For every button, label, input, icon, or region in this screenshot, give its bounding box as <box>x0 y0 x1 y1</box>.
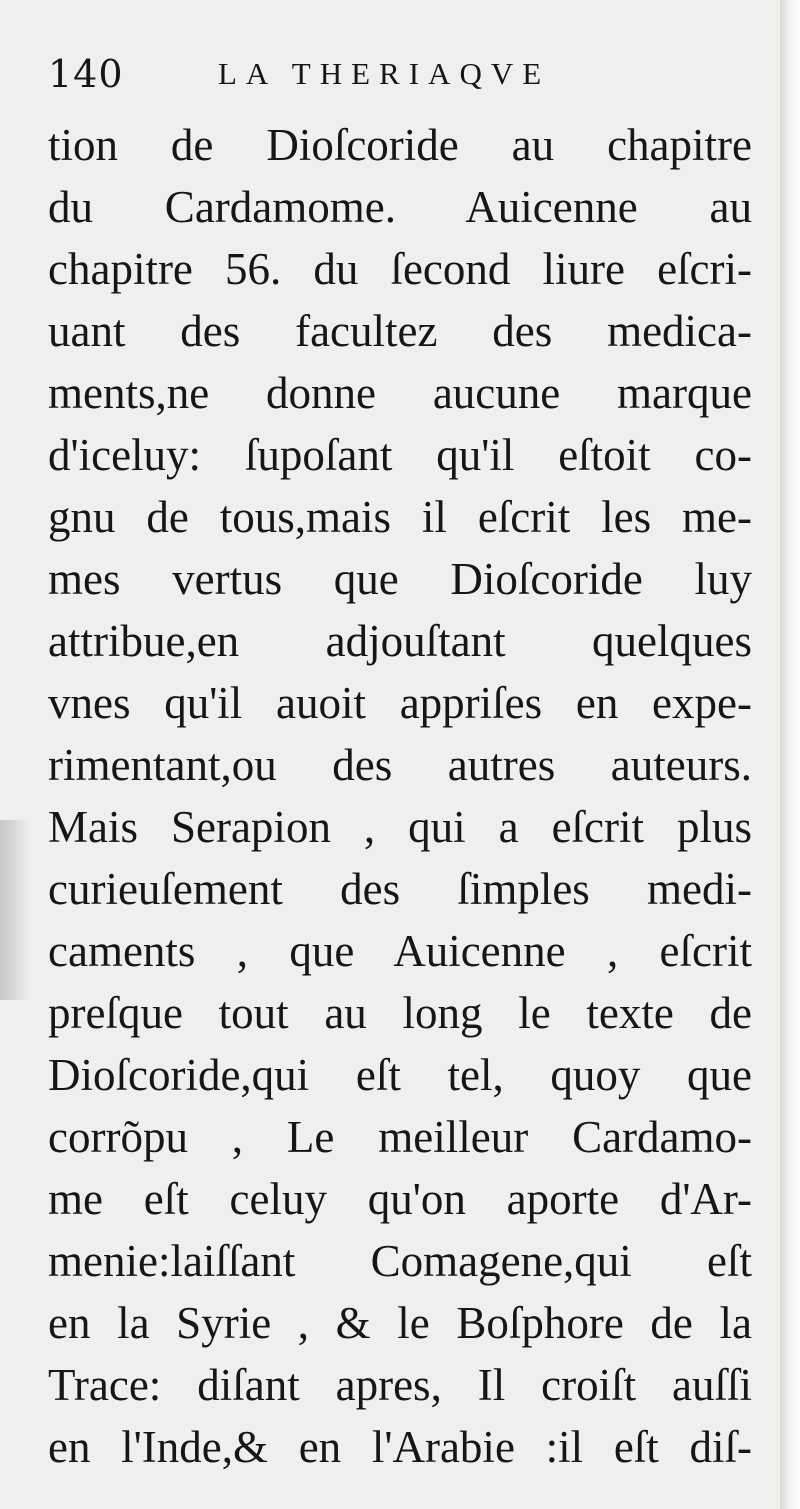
text-line: en la Syrie , & le Boſphore de la <box>48 1298 752 1348</box>
text-line: curieuſement des ſimples medi- <box>48 864 752 914</box>
text-line: rimentant,ou des autres auteurs. <box>48 740 752 790</box>
text-line: menie:laiſſant Comagene,qui eſt <box>48 1236 752 1286</box>
text-line: Trace: diſant apres, Il croiſt auſſi <box>48 1360 752 1410</box>
text-line: caments , que Auicenne , eſcrit <box>48 926 752 976</box>
text-line: corrõpu , Le meilleur Cardamo- <box>48 1112 752 1162</box>
page-header <box>48 44 748 104</box>
text-line: du Cardamome. Auicenne au <box>48 182 752 232</box>
text-line: en l'Inde,& en l'Arabie :il eſt diſ- <box>48 1422 752 1472</box>
text-line: d'iceluy: ſupoſant qu'il eſtoit co- <box>48 430 752 480</box>
text-line: Dioſcoride,qui eſt tel, quoy que <box>48 1050 752 1100</box>
text-line: Mais Serapion , qui a eſcrit plus <box>48 802 752 852</box>
text-line: tion de Dioſcoride au chapitre <box>48 120 752 170</box>
text-line: chapitre 56. du ſecond liure eſcri- <box>48 244 752 294</box>
text-line: preſque tout au long le texte de <box>48 988 752 1038</box>
text-line: me eſt celuy qu'on aporte d'Ar- <box>48 1174 752 1224</box>
page-shadow <box>0 820 30 1000</box>
text-line: mes vertus que Dioſcoride luy <box>48 554 752 604</box>
text-line: vnes qu'il auoit appriſes en expe- <box>48 678 752 728</box>
running-title: LA THERIAQVE <box>218 56 551 91</box>
text-line: ments,ne donne aucune marque <box>48 368 752 418</box>
body-text <box>48 114 752 1478</box>
text-line: uant des facultez des medica- <box>48 306 752 356</box>
page-edge <box>780 0 800 1509</box>
text-line: attribue,en adjouſtant quelques <box>48 616 752 666</box>
text-line: gnu de tous,mais il eſcrit les me- <box>48 492 752 542</box>
page-number: 140 <box>48 52 124 96</box>
